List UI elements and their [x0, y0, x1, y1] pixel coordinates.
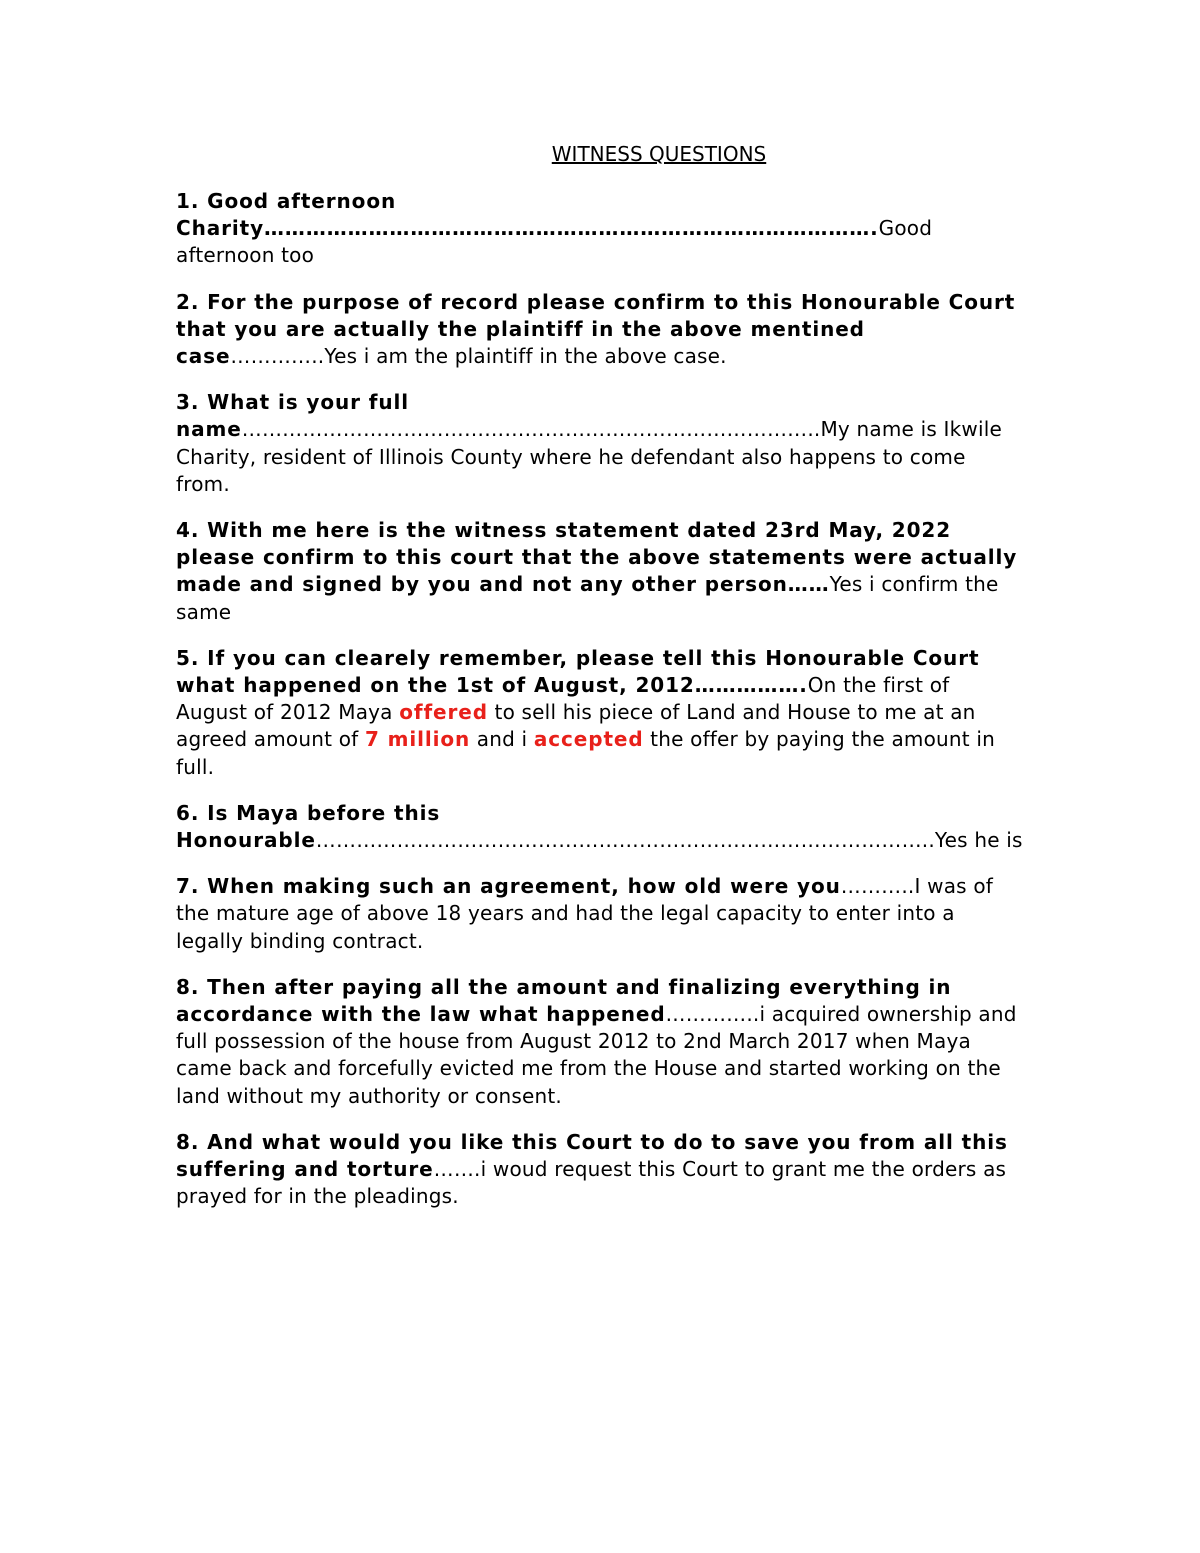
answer-text: to sell his piece of Land and House to me at an agreed amount of	[176, 700, 976, 752]
question-text: 3. What is your full name	[176, 390, 410, 442]
answer-text: ………..I was of the mature age of above 18 years and had the legal capacity to enter into a legally binding contract.	[176, 874, 994, 953]
answer-text: …………..Yes i am the plaintiff in the above case.	[230, 344, 727, 369]
question-text: 1. Good afternoon Charity…………………………………………………………………………….	[176, 189, 879, 241]
qa-item-3	[176, 389, 1026, 498]
qa-item-5	[176, 645, 1026, 781]
question-text: 7. When making such an agreement, how old were you	[176, 874, 841, 899]
answer-text: and i	[470, 727, 534, 752]
qa-item-8	[176, 974, 1026, 1110]
qa-item-9	[176, 1129, 1026, 1211]
qa-item-7	[176, 873, 1026, 955]
answer-text: ………………………………………………………………………………..Yes he is	[315, 828, 1023, 853]
answer-text: Yes i confirm the same	[176, 572, 999, 624]
question-text: 6. Is Maya before this Honourable	[176, 800, 441, 853]
question-text: 4. With me here is the witness statement dated 23rd May, 2022 please confirm to this court that the above statements were actually made and signed by you and not any other person……	[176, 518, 1018, 597]
question-text: 2. For the purpose of record please confirm to this Honourable Court that you are actually the plaintiff in the above mentined case	[176, 289, 1016, 369]
answer-text: the offer by paying the amount in full.	[176, 727, 996, 779]
qa-item-6	[176, 800, 1026, 854]
highlight-amount: 7 million	[364, 727, 471, 752]
highlight-offered: offered	[399, 700, 488, 725]
answer-text: Good afternoon too	[176, 216, 933, 268]
qa-item-4	[176, 517, 1026, 626]
document-title: WITNESS QUESTIONS	[551, 142, 767, 166]
qa-item-2	[176, 289, 1026, 371]
question-text: 8. Then after paying all the amount and finalizing everything in accordance with the law what happened	[176, 974, 952, 1027]
highlight-accepted: accepted	[533, 727, 644, 752]
answer-text: …………..i acquired ownership and full possession of the house from August 2012 to 2nd March 2017 when Maya came back and forcefully evicted me from the House and started working on the land without my authority or consent.	[176, 1002, 1017, 1108]
question-text: 8. And what would you like this Court to do to save you from all this suffering and torture	[176, 1129, 1008, 1182]
question-text: 5. If you can clearely remember, please tell this Honourable Court what happened on the 1st of August, 2012…………….	[176, 645, 980, 698]
answer-text: On the first of August of 2012 Maya	[176, 673, 950, 725]
answer-text: …………………………………………………………………………..My name is Ikwile Charity, resident of Illinois County where he defendant also happens to come from.	[176, 417, 1002, 496]
qa-item-1	[176, 188, 1026, 270]
document-page	[176, 140, 1026, 1230]
answer-text: …….i woud request this Court to grant me the orders as prayed for in the pleadings.	[176, 1157, 1007, 1209]
